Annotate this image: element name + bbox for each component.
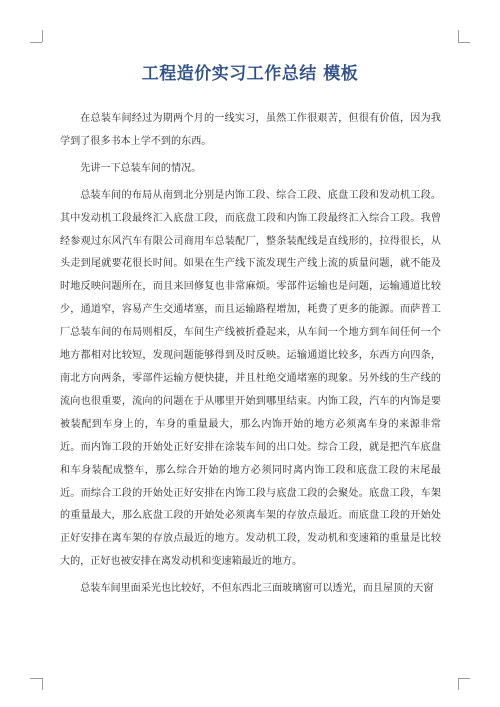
document-body bbox=[60, 108, 441, 688]
crop-mark bbox=[458, 30, 459, 42]
crop-mark bbox=[458, 42, 470, 43]
crop-mark bbox=[30, 678, 42, 679]
crop-mark bbox=[30, 42, 42, 43]
paragraph: 先讲一下总装车间的情况。 bbox=[80, 162, 202, 174]
paragraph: 总装车间的布局从南到北分别是内饰工段、综合工段、底盘工段和发动机工段。其中发动机工段最终汇入底盘工段，而底盘工段和内饰工段最终汇入综合工段。我曾经参观过东风汽车有限公司商用车总装配厂，整条装配线是直线形的，拉得很长，从头走到尾就要花很长时间。如果在生产线下流发现生产线上流的质量问题，就不能及时地反映问题所在，而且来回修复也非常麻烦。零部件运输也是问题，运输通道比较少，通道窄，容易产生交通堵塞，而且运输路程增加，耗费了更多的能源。而萨普工厂总装车间的布局则相反，车间生产线被折叠起来，从车间一个地方到车间任何一个地方都相对比较短，发现问题能够得到及时反映。运输通道比较多，东西方向四条，南北方向两条，零部件运输方便快捷，并且杜绝交通堵塞的现象。另外线的生产线的流向也很重要，流向的问题在于从哪里开始到哪里结束。内饰工段，汽车的内饰是要被装配到车身上的，车身的重量最大，那么内饰开始的地方必须离车身的来源非常近。而内饰工段的开始处正好安排在涂装车间的出口处。综合工段，就是把汽车底盘和车身装配成整车，那么综合开始的地方必须同时离内饰工段和底盘工段的末尾最近。而综合工段的开始处正好安排在内饰工段与底盘工段的会聚处。底盘工段，车架的重量最大，那么底盘工段的开始处必须离车架的存放点最近。而底盘工段的开始处正好安排在离车架的存放点最近的地方。发动机工段，发动机和变速箱的重量是比较大的，正好也被安排在离发动机和变速箱最近的地方。 bbox=[60, 189, 441, 568]
crop-mark bbox=[42, 30, 43, 42]
crop-mark bbox=[458, 678, 459, 690]
paragraph: 总装车间里面采光也比较好，不但东西北三面玻璃窗可以透光，而且屋顶的天窗 bbox=[80, 583, 434, 595]
paragraph: 在总装车间经过为期两个月的一线实习，虽然工作很艰苦，但很有价值，因为我学到了很多书本上学不到的东西。 bbox=[60, 113, 441, 147]
document-title: 工程造价实习工作总结 模板 bbox=[141, 64, 359, 84]
crop-mark bbox=[42, 678, 43, 690]
crop-mark bbox=[458, 678, 470, 679]
